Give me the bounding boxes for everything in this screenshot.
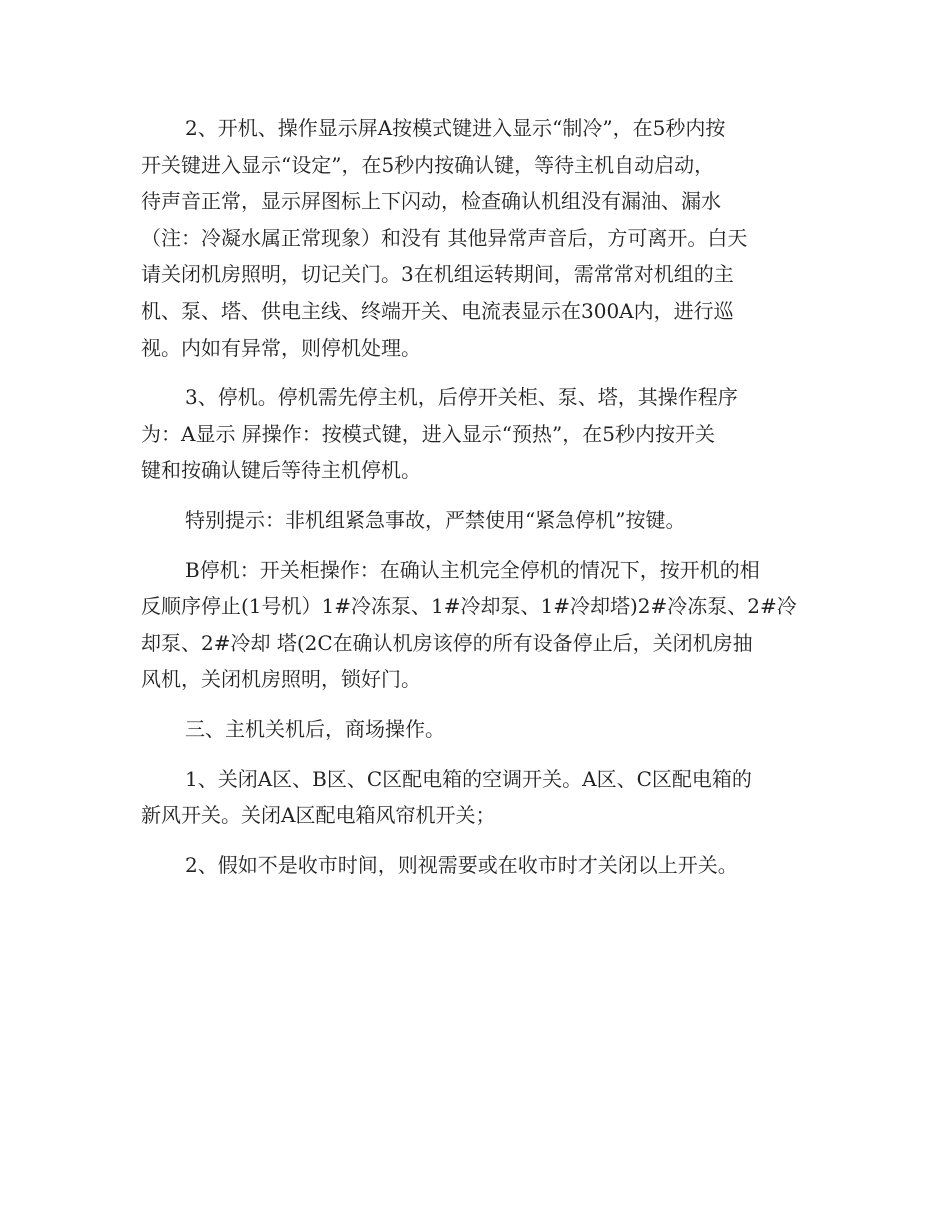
paragraph-switchgear-shutdown [141, 552, 811, 698]
text-line: 为：A显示 屏操作：按模式键，进入显示“预热”，在5秒内按开关 [141, 421, 715, 446]
text-line: 三、主机关机后，商场操作。 [185, 716, 445, 741]
text-line: B停机：开关柜操作：在确认主机完全停机的情况下，按开机的相 [185, 557, 760, 582]
text-line: 2、假如不是收市时间，则视需要或在收市时才关闭以上开关。 [185, 852, 738, 877]
text-line: 1、关闭A区、B区、C区配电箱的空调开关。A区、C区配电箱的 [185, 766, 752, 791]
paragraph-shutdown [141, 379, 811, 489]
paragraph-closing-time [141, 847, 811, 884]
section-heading-mall-operation [141, 711, 811, 748]
text-line: 特别提示：非机组紧急事故，严禁使用“紧急停机”按键。 [185, 507, 686, 532]
text-line: （注：冷凝水属正常现象）和没有 其他异常声音后，方可离开。白天 [141, 225, 748, 250]
text-line: 风机，关闭机房照明，锁好门。 [141, 667, 421, 692]
paragraph-startup [141, 110, 811, 366]
text-line: 新风开关。关闭A区配电箱风帘机开关； [141, 803, 496, 828]
text-line: 请关闭机房照明，切记关门。3在机组运转期间，需常常对机组的主 [141, 262, 734, 287]
text-line: 反顺序停止(1号机）1#冷冻泵、1#冷却泵、1#冷却塔)2#冷冻泵、2#冷 [141, 594, 797, 619]
text-line: 键和按确认键后等待主机停机。 [141, 458, 421, 483]
text-line: 机、泵、塔、供电主线、终端开关、电流表显示在300A内，进行巡 [141, 298, 734, 323]
text-line: 3、停机。停机需先停主机，后停开关柜、泵、塔，其操作程序 [185, 385, 738, 410]
paragraph-close-switches [141, 761, 811, 834]
document-body [141, 110, 811, 896]
text-line: 却泵、2#冷却 塔(2C在确认机房该停的所有设备停止后，关闭机房抽 [141, 630, 753, 655]
text-line: 视。内如有异常，则停机处理。 [141, 335, 421, 360]
text-line: 开关键进入显示“设定”，在5秒内按确认键，等待主机自动启动， [141, 152, 715, 177]
text-line: 待声音正常，显示屏图标上下闪动，检查确认机组没有漏油、漏水 [141, 189, 721, 214]
paragraph-special-notice [141, 502, 811, 539]
text-line: 2、开机、操作显示屏A按模式键进入显示“制冷”，在5秒内按 [185, 116, 726, 140]
